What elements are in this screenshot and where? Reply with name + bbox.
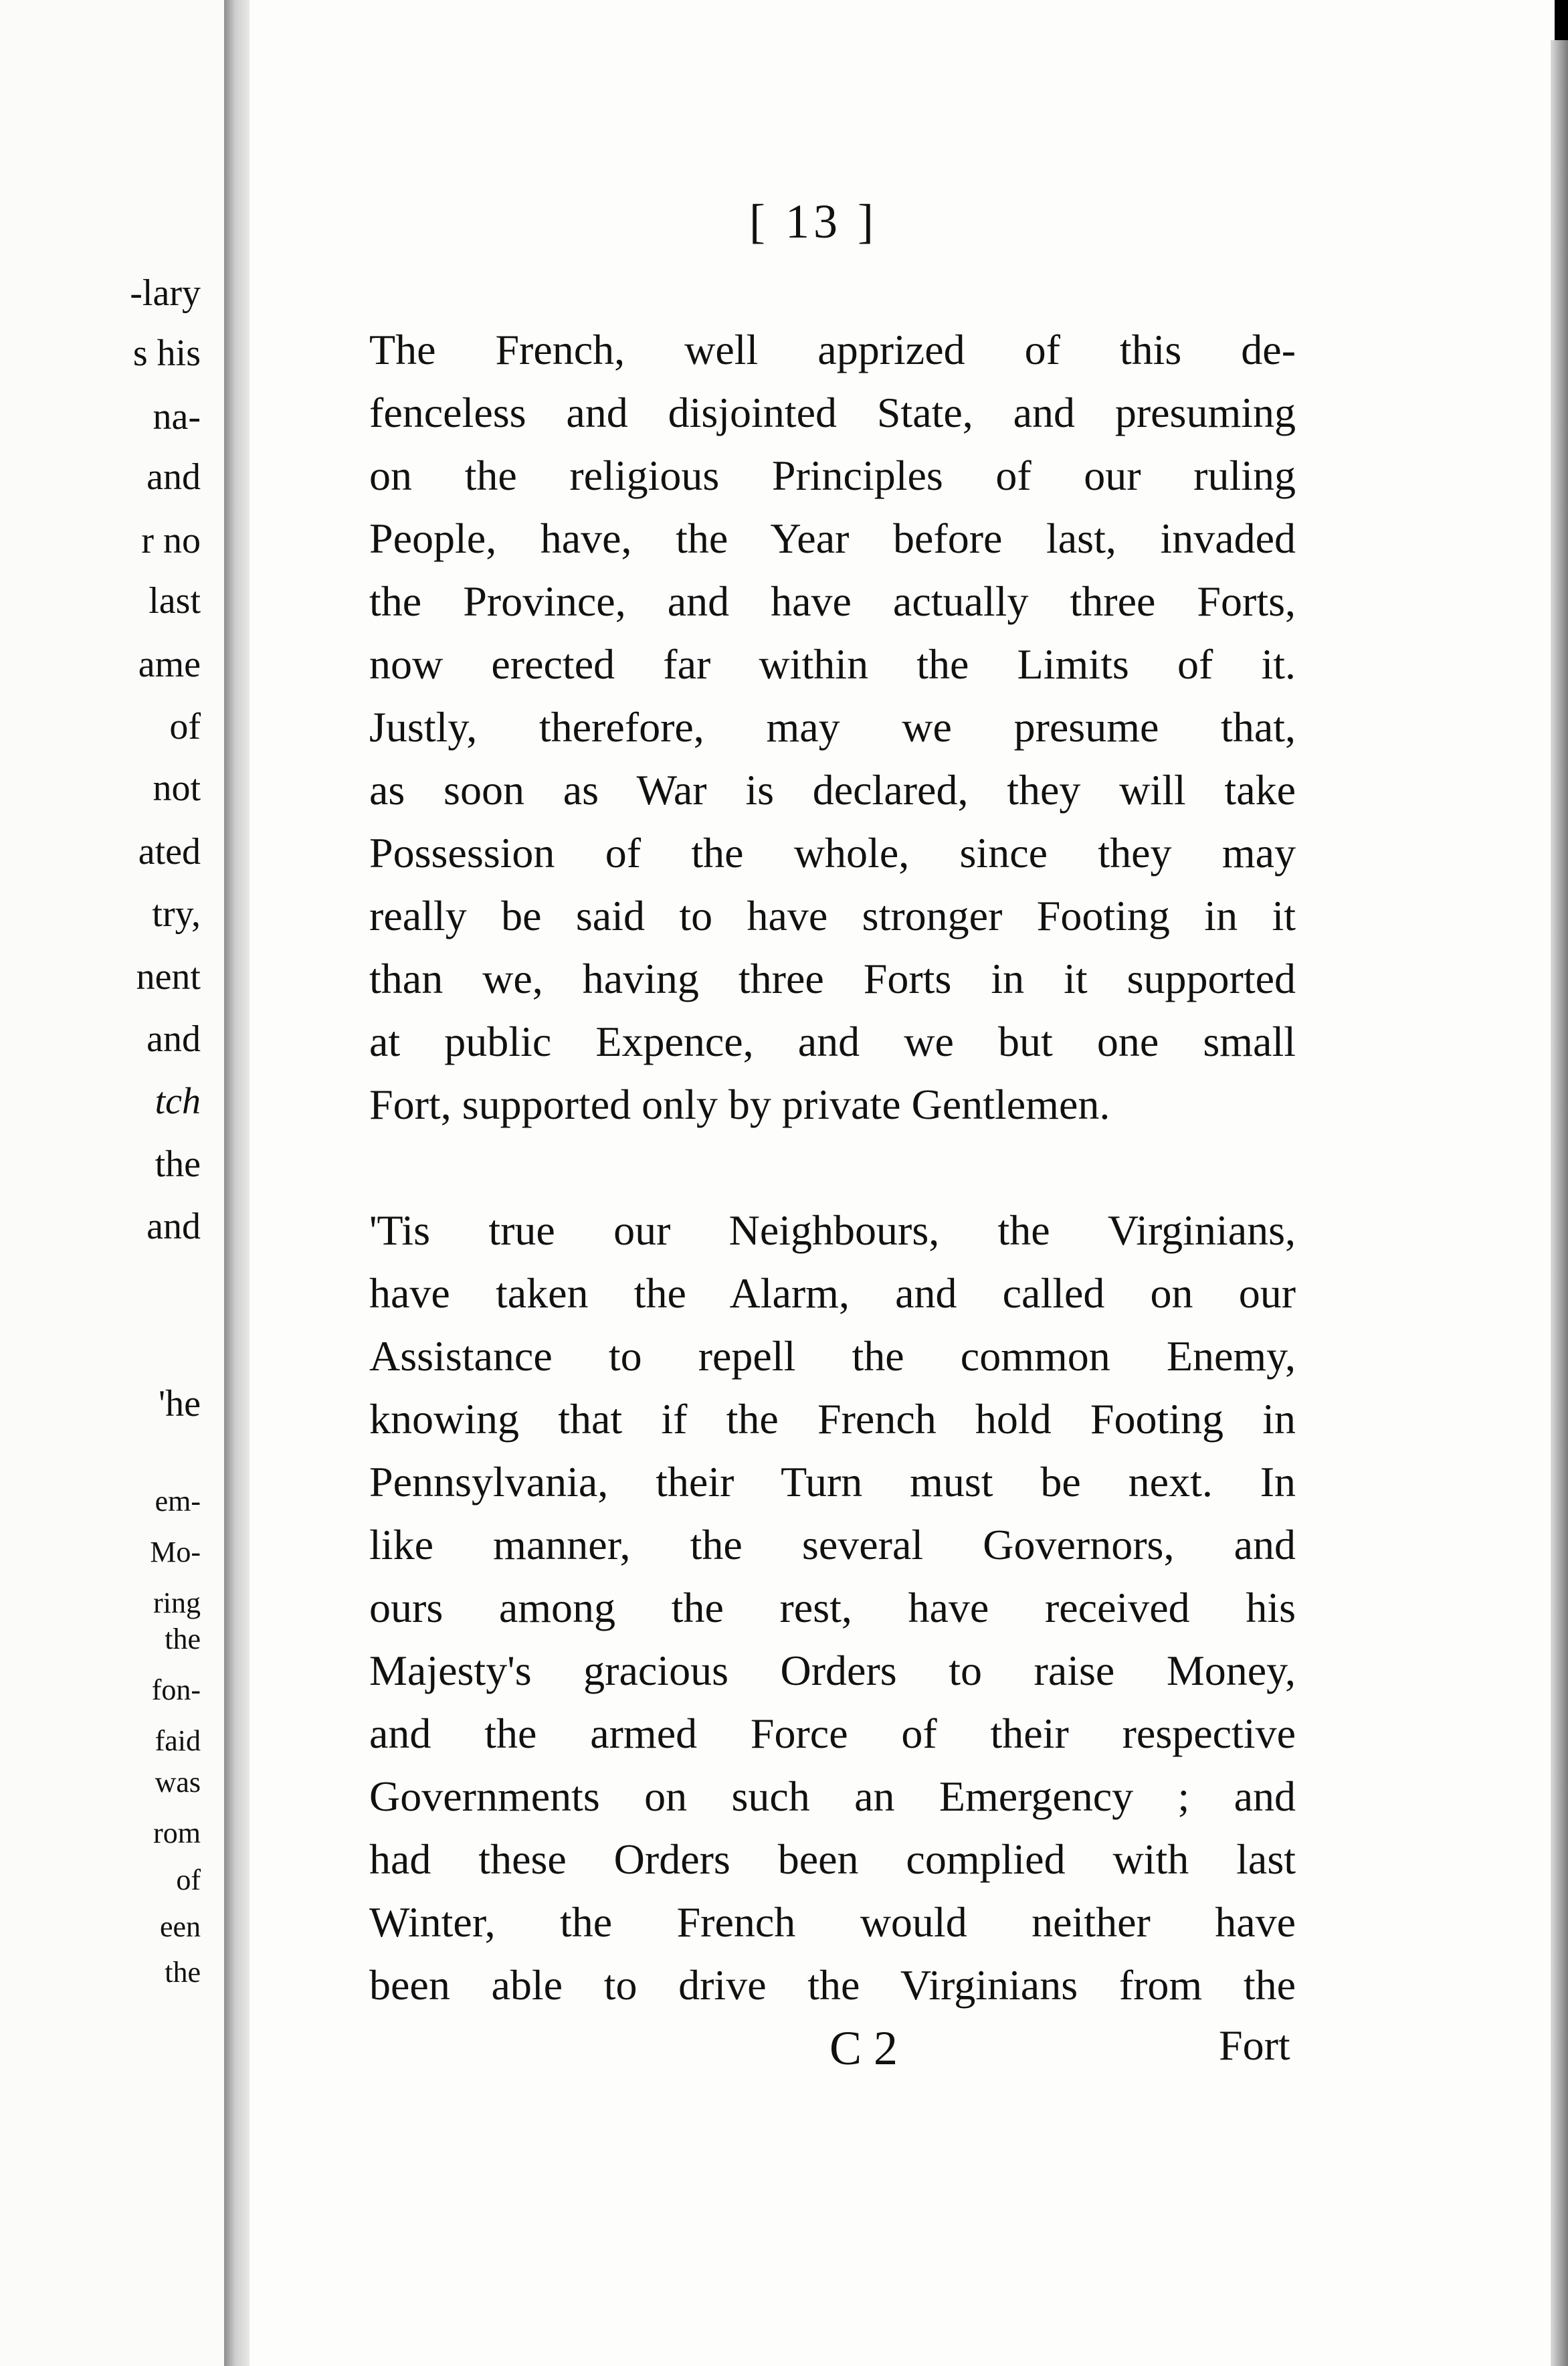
text-line: fenceless and disjointed State, and presuming bbox=[369, 389, 1296, 436]
text-line: Pennsylvania, their Turn must be next. In bbox=[369, 1458, 1296, 1506]
text-line: Governments on such an Emergency ; and bbox=[369, 1772, 1296, 1820]
page-number: [ 13 ] bbox=[749, 195, 878, 248]
text-line: and the armed Force of their respective bbox=[369, 1710, 1296, 1757]
facing-page-fragment: last bbox=[149, 580, 201, 622]
facing-page-fragment: faid bbox=[155, 1724, 201, 1757]
facing-page-fragment: ring bbox=[153, 1586, 201, 1619]
facing-page-fragment: na- bbox=[153, 396, 201, 438]
text-line: ours among the rest, have received his bbox=[369, 1584, 1296, 1631]
text-line: at public Expence, and we but one small bbox=[369, 1018, 1296, 1065]
facing-page-fragment: -lary bbox=[130, 272, 201, 314]
text-line: Justly, therefore, may we presume that, bbox=[369, 703, 1296, 751]
facing-page-fragment: 'he bbox=[159, 1383, 201, 1425]
facing-page-fragment: nent bbox=[136, 956, 201, 998]
text-line: as soon as War is declared, they will take bbox=[369, 766, 1296, 814]
signature-mark: C 2 bbox=[829, 2021, 898, 2075]
catchword: Fort bbox=[1219, 2021, 1290, 2069]
text-line: been able to drive the Virginians from the bbox=[369, 1961, 1296, 2009]
text-line: really be said to have stronger Footing in it bbox=[369, 892, 1296, 939]
facing-page-fragment: not bbox=[153, 767, 201, 809]
facing-page-fragment: een bbox=[159, 1910, 201, 1943]
text-line: Possession of the whole, since they may bbox=[369, 829, 1296, 877]
facing-page-fragment: rom bbox=[153, 1817, 201, 1849]
facing-page-fragment: was bbox=[155, 1766, 201, 1799]
facing-page-fragment: the bbox=[165, 1623, 201, 1655]
page-edge-shadow bbox=[1551, 40, 1568, 2366]
text-line: than we, having three Forts in it supported bbox=[369, 955, 1296, 1002]
text-line: Fort, supported only by private Gentlemen. bbox=[369, 1081, 1110, 1128]
facing-page-fragment: ame bbox=[138, 644, 201, 685]
text-line: had these Orders been complied with last bbox=[369, 1835, 1296, 1883]
facing-page-fragment: ated bbox=[138, 831, 201, 873]
facing-page-fragment: fon- bbox=[151, 1673, 201, 1706]
facing-page-fragment: and bbox=[146, 456, 201, 498]
facing-page-fragment: and bbox=[146, 1018, 201, 1060]
text-line: Majesty's gracious Orders to raise Money, bbox=[369, 1647, 1296, 1694]
facing-page-fragment: s his bbox=[132, 333, 201, 374]
facing-page bbox=[0, 0, 224, 2366]
text-line: Assistance to repell the common Enemy, bbox=[369, 1332, 1296, 1380]
facing-page-fragment: the bbox=[165, 1956, 201, 1989]
paragraph-2 bbox=[369, 1199, 1296, 2017]
text-line: now erected far within the Limits of it. bbox=[369, 640, 1296, 688]
text-line: the Province, and have actually three Forts, bbox=[369, 577, 1296, 625]
book-gutter bbox=[224, 0, 250, 2366]
facing-page-fragment: try, bbox=[152, 893, 201, 935]
facing-page-fragment: r no bbox=[141, 520, 201, 561]
facing-page-fragment: the bbox=[155, 1144, 201, 1185]
facing-page-fragment: of bbox=[169, 706, 201, 747]
facing-page-fragment: em- bbox=[155, 1485, 201, 1518]
facing-page-fragment: and bbox=[146, 1206, 201, 1247]
paragraph-1 bbox=[369, 318, 1296, 1136]
facing-page-fragment: tch bbox=[155, 1081, 201, 1122]
text-line: Winter, the French would neither have bbox=[369, 1898, 1296, 1946]
text-line: on the religious Principles of our ruling bbox=[369, 452, 1296, 499]
text-line: People, have, the Year before last, invaded bbox=[369, 515, 1296, 562]
facing-page-fragment: of bbox=[176, 1863, 201, 1896]
text-line: knowing that if the French hold Footing in bbox=[369, 1395, 1296, 1443]
text-line: like manner, the several Governors, and bbox=[369, 1521, 1296, 1568]
text-line: 'Tis true our Neighbours, the Virginians, bbox=[369, 1206, 1296, 1254]
text-line: The French, well apprized of this de- bbox=[369, 326, 1296, 373]
text-line: have taken the Alarm, and called on our bbox=[369, 1269, 1296, 1317]
facing-page-fragment: Mo- bbox=[150, 1536, 201, 1568]
